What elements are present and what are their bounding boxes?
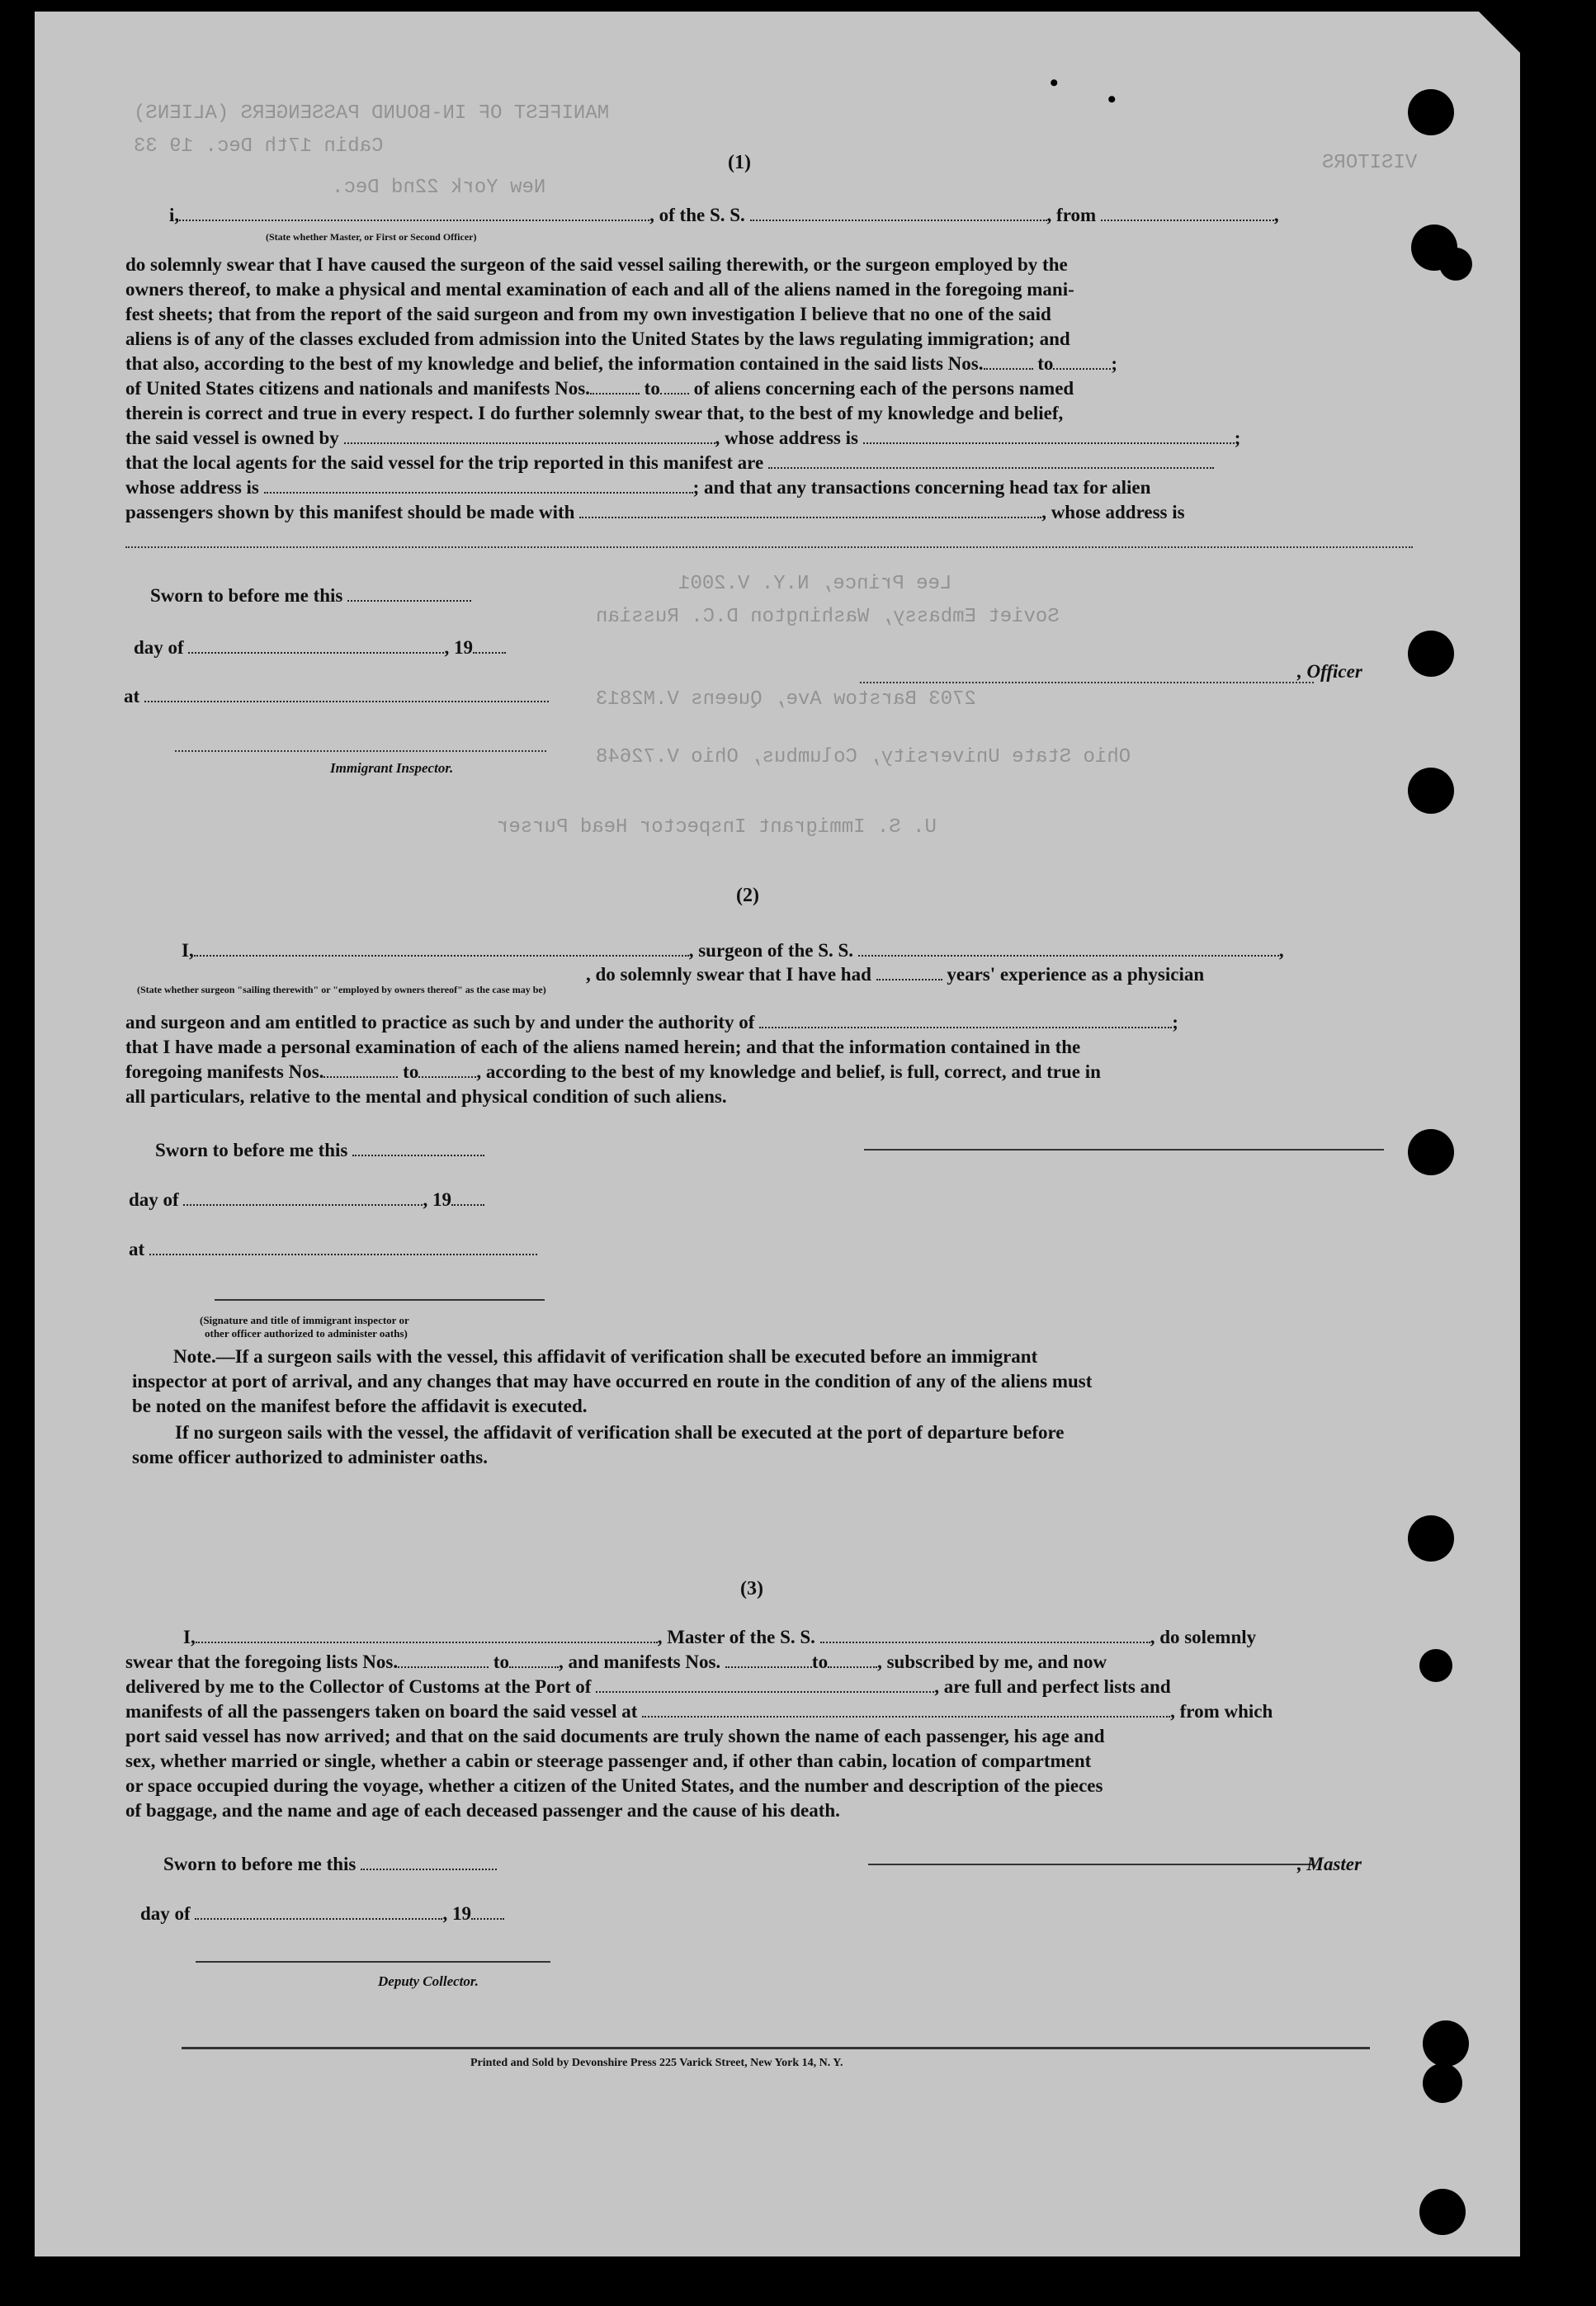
section2-line: I, , surgeon of the S. S. ,	[182, 940, 1284, 961]
bleed-through-line: Soviet Embassy, Washington D.C. Russian	[596, 606, 1060, 628]
bleed-through-line: VISITORS	[1322, 152, 1418, 174]
bleed-through-line: U. S. Immigrant Inspector Head Purser	[497, 816, 937, 839]
day-line: day of , 19	[134, 636, 506, 660]
section3-line: or space occupied during the voyage, whether a citizen of the United States, and the number and description of the pieces	[125, 1775, 1103, 1796]
note-paragraph: be noted on the manifest before the affidavit is executed.	[132, 1396, 588, 1416]
bleed-through-line: 2703 Barstow Ave, Queens V.M2813	[596, 688, 976, 711]
section3-line: sex, whether married or single, whether a cabin or steerage passenger and, if other than cabin, location of compartment	[125, 1751, 1092, 1771]
signature-note: other officer authorized to administer oaths)	[205, 1327, 408, 1340]
footer-rule	[182, 2047, 1370, 2049]
inspector-rule	[175, 750, 546, 752]
sworn-line: Sworn to before me this	[163, 1852, 497, 1877]
bleed-through-line: New York 22nd Dec.	[332, 177, 546, 199]
binder-hole	[1408, 1129, 1454, 1175]
field-note: (State whether Master, or First or Second Officer)	[266, 231, 477, 243]
ink-mark: •	[1107, 86, 1117, 113]
at-line: at	[124, 684, 549, 709]
section1-line: do solemnly swear that I have caused the surgeon of the said vessel sailing therewith, or the surgeon employed by the	[125, 254, 1068, 275]
binder-hole	[1408, 631, 1454, 677]
at-line: at	[129, 1237, 537, 1262]
note-paragraph: inspector at port of arrival, and any changes that may have occurred en route in the condition of any of the aliens must	[132, 1371, 1093, 1392]
collector-label: Deputy Collector.	[378, 1973, 479, 1989]
section3-line: port said vessel has now arrived; and that on the said documents are truly shown the name of each passenger, his age and	[125, 1726, 1105, 1746]
sworn-line: Sworn to before me this	[150, 584, 471, 608]
binder-hole	[1419, 1649, 1452, 1682]
note-paragraph: If no surgeon sails with the vessel, the affidavit of verification shall be executed at the port of departure before	[175, 1422, 1065, 1443]
section1-line: the said vessel is owned by , whose address is ;	[125, 428, 1241, 448]
day-line: day of , 19	[140, 1902, 504, 1926]
bleed-through-line: MANIFEST OF IN-BOUND PASSENGERS (ALIENS)	[134, 102, 610, 125]
master-label: , Master	[1297, 1854, 1362, 1874]
binder-hole	[1408, 89, 1454, 135]
section1-line: that the local agents for the said vessel for the trip reported in this manifest are	[125, 451, 1214, 475]
section2-line: and surgeon and am entitled to practice as such by and under the authority of ;	[125, 1012, 1178, 1033]
section-number: (3)	[740, 1578, 763, 1600]
signature-rule	[864, 1149, 1384, 1151]
officer-signature-rule	[860, 682, 1314, 683]
section2-line: , do solemnly swear that I have had years' experience as a physician	[586, 964, 1205, 985]
binder-hole	[1419, 2189, 1466, 2235]
section2-line: foregoing manifests Nos. to , according to the best of my knowledge and belief, is full, correct, and true in	[125, 1061, 1101, 1082]
section1-line: aliens is of any of the classes excluded from admission into the United States by the laws regulating immigration; and	[125, 328, 1070, 349]
sworn-line: Sworn to before me this	[155, 1138, 484, 1163]
binder-hole	[1408, 768, 1454, 814]
signature-rule	[215, 1299, 545, 1301]
section3-line: manifests of all the passengers taken on board the said vessel at , from which	[125, 1701, 1273, 1722]
signature-note: (Signature and title of immigrant inspector or	[200, 1314, 409, 1326]
section3-line: delivered by me to the Collector of Customs at the Port of , are full and perfect lists and	[125, 1676, 1171, 1697]
field-note: (State whether surgeon "sailing therewith" or "employed by owners thereof" as the case may be)	[137, 984, 546, 995]
master-signature-rule	[868, 1864, 1314, 1865]
section3-line: I, , Master of the S. S. , do solemnly	[183, 1627, 1257, 1647]
binder-hole	[1423, 2020, 1469, 2067]
inspector-label: Immigrant Inspector.	[330, 760, 454, 776]
section1-line: fest sheets; that from the report of the said surgeon and from my own investigation I believe that no one of the said	[125, 304, 1051, 324]
section1-line: therein is correct and true in every respect. I do further solemnly swear that, to the best of my knowledge and belief,	[125, 403, 1064, 423]
section1-line: owners thereof, to make a physical and mental examination of each and all of the aliens named in the foregoing mani-	[125, 279, 1074, 300]
note-paragraph: some officer authorized to administer oaths.	[132, 1447, 488, 1467]
bleed-through-line: Lee Prince, N.Y. V.2001	[678, 573, 952, 595]
section-number: (1)	[728, 152, 751, 173]
section1-line: that also, according to the best of my knowledge and belief, the information contained in the said lists Nos. to ;	[125, 353, 1118, 374]
section3-line: swear that the foregoing lists Nos. to , and manifests Nos. to , subscribed by me, and now	[125, 1652, 1107, 1672]
section3-line: of baggage, and the name and age of each deceased passenger and the cause of his death.	[125, 1800, 840, 1821]
officer-label: , Officer	[1297, 661, 1362, 682]
bleed-through-line: Ohio State University, Columbus, Ohio V.72648	[596, 746, 1131, 768]
note-paragraph: Note.—If a surgeon sails with the vessel, this affidavit of verification shall be executed before an immigrant	[173, 1346, 1038, 1367]
signature-rule	[125, 546, 1413, 548]
ink-mark: •	[1050, 69, 1059, 97]
section1-line: i, , of the S. S. , from ,	[169, 205, 1279, 225]
section1-line: whose address is ; and that any transactions concerning head tax for alien	[125, 477, 1151, 498]
collector-rule	[196, 1961, 550, 1963]
section1-line: of United States citizens and nationals and manifests Nos. to of aliens concerning each of the persons named	[125, 378, 1074, 399]
day-line: day of , 19	[129, 1188, 484, 1212]
binder-hole	[1408, 1515, 1454, 1562]
manifest-page	[35, 12, 1520, 2256]
section1-line: passengers shown by this manifest should be made with , whose address is	[125, 502, 1185, 522]
section2-line: that I have made a personal examination of each of the aliens named herein; and that the information contained in the	[125, 1037, 1081, 1057]
bleed-through-line: Cabin 17th Dec. 19 33	[134, 135, 384, 158]
section2-line: all particulars, relative to the mental and physical condition of such aliens.	[125, 1086, 727, 1107]
binder-hole	[1439, 248, 1472, 281]
printer-imprint: Printed and Sold by Devonshire Press 225 Varick Street, New York 14, N. Y.	[470, 2057, 843, 2069]
section-number: (2)	[736, 885, 759, 906]
binder-hole	[1423, 2063, 1462, 2103]
